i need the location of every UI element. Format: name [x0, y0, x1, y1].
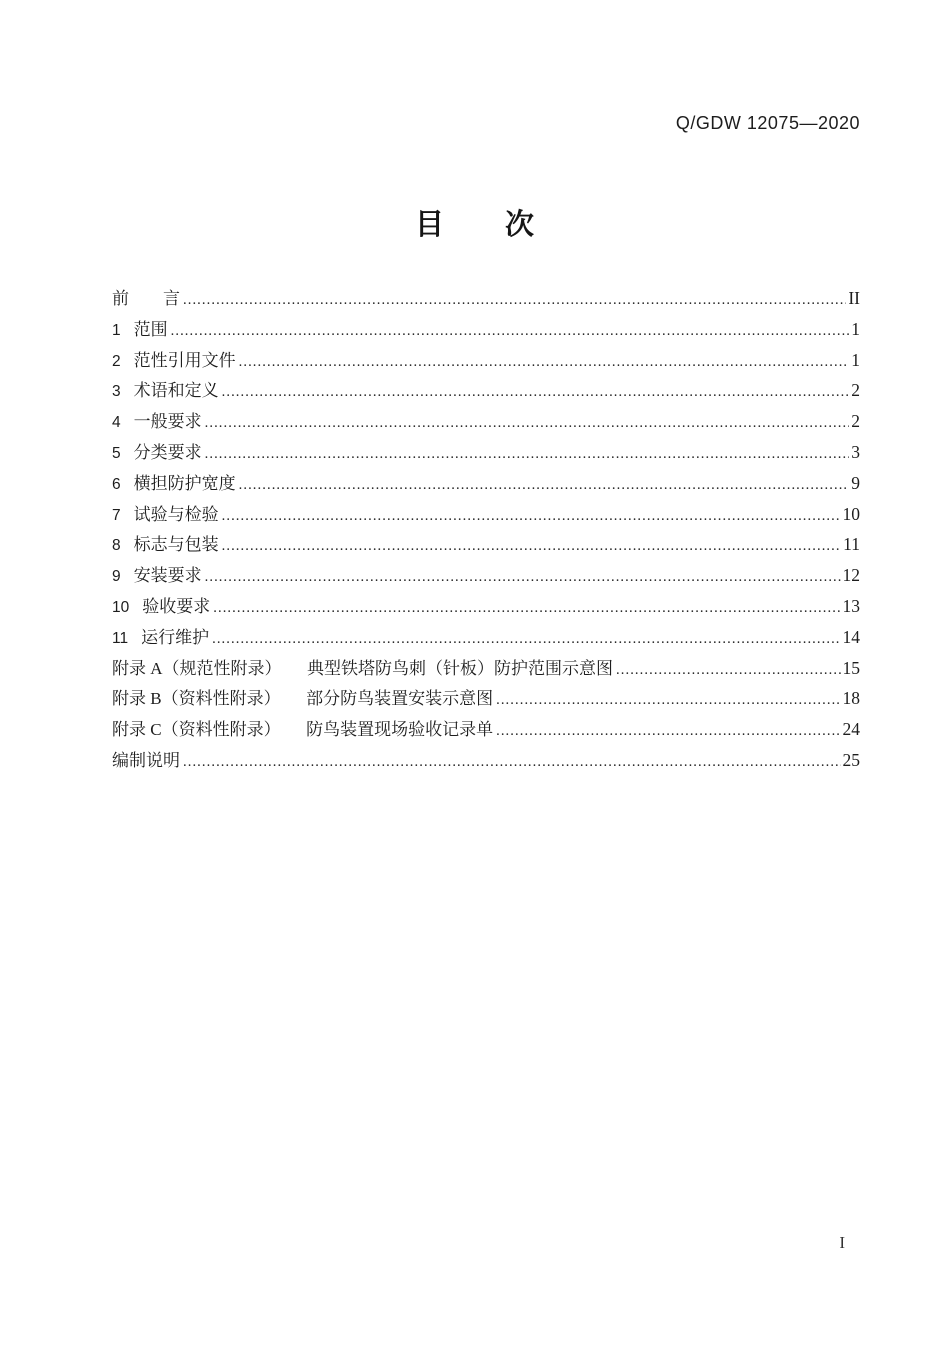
toc-entry: [112, 375, 860, 406]
toc-entry-number: 1: [112, 321, 121, 339]
toc-entry: [112, 653, 860, 684]
toc-entry-number: 2: [112, 352, 121, 370]
toc-dot-leader: [496, 684, 840, 716]
toc-entry-number: 11: [112, 629, 129, 647]
toc-entry: [112, 499, 860, 530]
toc-entry-title: 附录 B（资料性附录） 部分防鸟装置安装示意图: [112, 689, 494, 709]
toc-entry-title: 前 言: [112, 289, 180, 308]
page-footer: [0, 1233, 845, 1253]
toc-entry-title: 编制说明: [112, 750, 180, 770]
toc-entry-page: II: [848, 288, 860, 308]
toc-entry: [112, 406, 860, 437]
toc-entry-title: 范围: [133, 319, 168, 339]
toc-entry-title: 横担防护宽度: [133, 473, 236, 493]
toc-dot-leader: [183, 746, 841, 778]
toc-entry-page: 18: [842, 688, 860, 709]
toc-entry: [112, 529, 860, 560]
toc-entry-page: 9: [851, 472, 860, 493]
toc-entry-number: 3: [112, 383, 121, 401]
toc-entry-page: 3: [851, 441, 860, 462]
toc-entry: [112, 745, 860, 776]
toc-entry-page: 14: [842, 626, 860, 647]
toc-entry-page: 2: [851, 380, 860, 401]
toc-entry-page: 11: [843, 534, 860, 555]
toc-dot-leader: [222, 500, 841, 532]
toc-entry: [112, 683, 860, 714]
toc-entry-page: 10: [842, 503, 860, 524]
document-header: [0, 113, 860, 134]
toc-entry-title: 一般要求: [133, 412, 202, 432]
footer-page-number: I: [839, 1233, 845, 1252]
toc-entry-page: 1: [851, 318, 860, 339]
toc-entry-number: 7: [112, 506, 121, 524]
toc-entry: [112, 622, 860, 653]
page-title: 目 次: [414, 209, 535, 241]
toc-entry-number: 5: [112, 444, 121, 462]
toc-dot-leader: [213, 592, 840, 624]
toc-entry: [112, 560, 860, 591]
toc-entry-number: 6: [112, 475, 121, 493]
toc-entry: [112, 591, 860, 622]
toc-list: [112, 283, 860, 776]
toc-entry-number: 9: [112, 568, 121, 586]
toc-entry-title: 术语和定义: [133, 381, 219, 401]
toc-entry-title: 附录 A（规范性附录） 典型铁塔防鸟刺（针板）防护范围示意图: [112, 658, 614, 678]
toc-entry-title: 安装要求: [133, 566, 202, 586]
toc-dot-leader: [205, 407, 850, 439]
toc-dot-leader: [205, 438, 850, 470]
toc-dot-leader: [183, 284, 846, 316]
toc-dot-leader: [496, 715, 840, 747]
toc-dot-leader: [205, 561, 841, 593]
toc-entry: [112, 345, 860, 376]
toc-entry-number: 8: [112, 537, 121, 555]
toc-dot-leader: [212, 623, 840, 655]
toc-entry-page: 12: [842, 565, 860, 586]
toc-entry-page: 24: [842, 719, 860, 740]
toc-entry-title: 运行维护: [141, 627, 210, 647]
toc-entry: [112, 468, 860, 499]
toc-entry-title: 试验与检验: [133, 504, 219, 524]
toc-entry: [112, 314, 860, 345]
toc-dot-leader: [222, 376, 850, 408]
toc-entry-page: 2: [851, 411, 860, 432]
toc-entry-page: 13: [842, 595, 860, 616]
toc-dot-leader: [239, 469, 850, 501]
toc-entry: [112, 283, 860, 314]
doc-number: Q/GDW 12075—2020: [675, 113, 860, 133]
toc-entry-page: 15: [842, 657, 860, 678]
toc-entry-title: 验收要求: [142, 596, 211, 616]
toc-entry-title: 附录 C（资料性附录） 防鸟装置现场验收记录单: [112, 720, 494, 740]
toc-entry-page: 1: [851, 349, 860, 370]
toc-entry: [112, 714, 860, 745]
toc-entry-title: 分类要求: [133, 442, 202, 462]
toc-entry-number: 4: [112, 414, 121, 432]
toc-dot-leader: [171, 315, 850, 347]
toc-entry-title: 范性引用文件: [133, 350, 236, 370]
toc-dot-leader: [239, 346, 850, 378]
toc-entry-number: 10: [112, 598, 130, 616]
toc-entry: [112, 437, 860, 468]
toc-dot-leader: [222, 530, 842, 562]
toc-entry-title: 标志与包装: [133, 535, 219, 555]
toc-dot-leader: [616, 654, 840, 686]
toc-entry-page: 25: [842, 749, 860, 770]
